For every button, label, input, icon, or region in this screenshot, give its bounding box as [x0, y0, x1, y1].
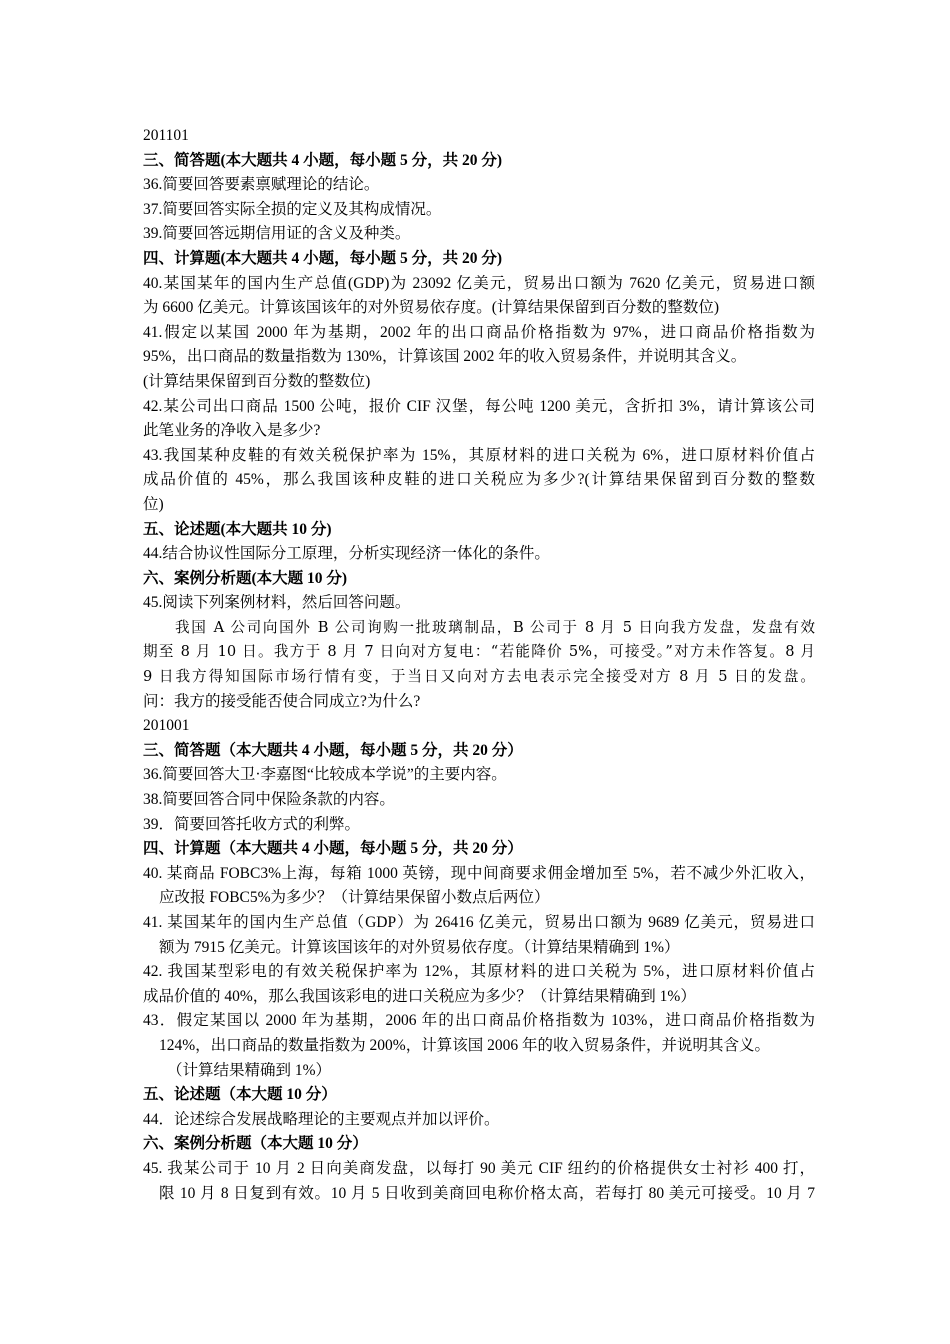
question-text: 37.简要回答实际全损的定义及其构成情况。 — [143, 200, 442, 218]
question-text: 95%，出口商品的数量指数为 130%，计算该国 2002 年的收入贸易条件，并说明其含义。 — [143, 348, 747, 366]
question-text: 此笔业务的净收入是多少? — [143, 422, 321, 440]
question-text: 41.假定以某国 2000 年为基期，2002 年的出口商品价格指数为 97%，进口商品价格指数为 — [143, 323, 815, 341]
question-text: 限 10 月 8 日复到有效。10 月 5 日收到美商回电称价格太高，若每打 80 美元可接受。10 月 7 — [159, 1184, 815, 1202]
question-text: 位) — [143, 495, 164, 513]
question-text: (计算结果保留到百分数的整数位) — [143, 372, 371, 390]
question-text: 45. 我某公司于 10 月 2 日向美商发盘，以每打 90 美元 CIF 纽约的价格提供女士衬衫 400 打， — [143, 1159, 815, 1177]
question-text: 41. 某国某年的国内生产总值（GDP）为 26416 亿美元，贸易出口额为 9689 亿美元，贸易进口 — [143, 914, 815, 931]
question-text: 成品价值的 45%，那么我国该种皮鞋的进口关税应为多少?(计算结果保留到百分数的整数 — [143, 471, 815, 489]
question-text: 44．论述综合发展战略理论的主要观点并加以评价。 — [143, 1110, 500, 1128]
section-heading: 六、案例分析题(本大题 10 分) — [143, 569, 348, 587]
question-text: 39.简要回答远期信用证的含义及种类。 — [143, 225, 411, 243]
case-text: 我国 A 公司向国外 B 公司询购一批玻璃制品，B 公司于 8 月 5 日向我方发盘，发盘有效 — [175, 618, 815, 636]
question-text: 44.结合协议性国际分工原理，分析实现经济一体化的条件。 — [143, 545, 550, 563]
question-text: 为 6600 亿美元。计算该国该年的对外贸易依存度。(计算结果保留到百分数的整数位) — [143, 299, 720, 317]
question-text: 39．简要回答托收方式的利弊。 — [143, 815, 361, 833]
case-text: 9 日我方得知国际市场行情有变，于当日又向对方去电表示完全接受对方 8 月 5 日的发盘。 — [143, 668, 815, 686]
question-text: 45.阅读下列案例材料，然后回答问题。 — [143, 594, 411, 612]
question-text: 43.我国某种皮鞋的有效关税保护率为 15%，其原材料的进口关税为 6%，进口原材料价值占 — [143, 446, 815, 464]
section-heading: 三、简答题（本大题共 4 小题，每小题 5 分，共 20 分） — [143, 741, 523, 759]
section-heading: 四、计算题（本大题共 4 小题，每小题 5 分，共 20 分） — [143, 840, 523, 858]
question-text: 36.简要回答大卫·李嘉图“比较成本学说”的主要内容。 — [143, 766, 507, 784]
exam-code: 201001 — [143, 717, 190, 735]
section-heading: 五、论述题（本大题 10 分） — [143, 1086, 337, 1104]
question-text: 40.某国某年的国内生产总值(GDP)为 23092 亿美元，贸易出口额为 7620 亿美元，贸易进口额 — [143, 274, 815, 292]
question-text: 124%，出口商品的数量指数为 200%，计算该国 2006 年的收入贸易条件，并说明其含义。 — [159, 1036, 770, 1054]
question-text: 成品价值的 40%，那么我国该彩电的进口关税应为多少？（计算结果精确到 1%） — [143, 987, 696, 1005]
question-text: 40. 某商品 FOBC3%上海，每箱 1000 英镑，现中间商要求佣金增加至 5%，若不减少外汇收入， — [143, 864, 815, 882]
section-heading: 五、论述题(本大题共 10 分) — [143, 520, 332, 538]
exam-code: 201101 — [143, 127, 189, 144]
question-text: 应改报 FOBC5%为多少？（计算结果保留小数点后两位） — [159, 889, 550, 907]
section-heading: 四、计算题(本大题共 4 小题，每小题 5 分，共 20 分) — [143, 249, 503, 267]
question-text: 额为 7915 亿美元。计算该国该年的对外贸易依存度。（计算结果精确到 1%） — [159, 938, 680, 956]
section-heading: 三、简答题(本大题共 4 小题，每小题 5 分，共 20 分) — [143, 151, 503, 169]
question-text: 38.简要回答合同中保险条款的内容。 — [143, 791, 395, 809]
case-text: 期至 8 月 10 日。我方于 8 月 7 日向对方复电：“若能降价 5%，可接受。”对方未作答复。8 月 — [143, 643, 815, 661]
section-heading: 六、案例分析题（本大题 10 分） — [143, 1135, 368, 1153]
question-text: 36.简要回答要素禀赋理论的结论。 — [143, 176, 380, 194]
question-text: 42. 我国某型彩电的有效关税保护率为 12%，其原材料的进口关税为 5%，进口原材料价值占 — [143, 963, 815, 981]
document-body — [143, 124, 815, 1206]
question-text: （计算结果精确到 1%） — [167, 1061, 332, 1079]
question-text: 问：我方的接受能否使合同成立?为什么? — [143, 692, 421, 710]
question-text: 42.某公司出口商品 1500 公吨，报价 CIF 汉堡，每公吨 1200 美元，含折扣 3%，请计算该公司 — [143, 397, 815, 415]
question-text: 43．假定某国以 2000 年为基期，2006 年的出口商品价格指数为 103%，进口商品价格指数为 — [143, 1012, 815, 1030]
